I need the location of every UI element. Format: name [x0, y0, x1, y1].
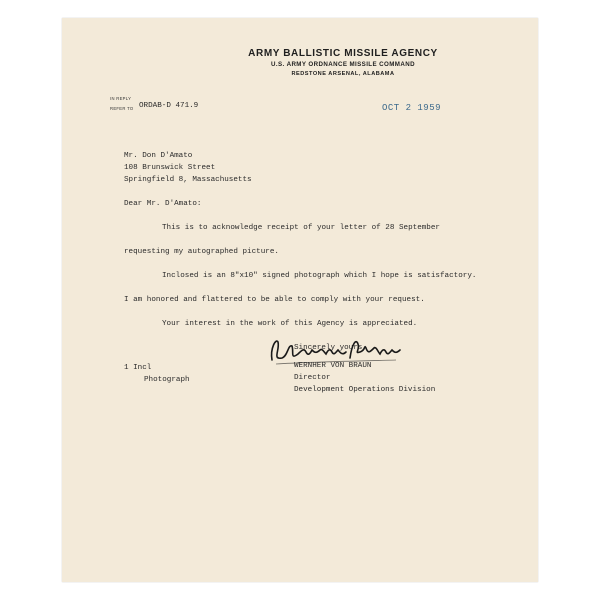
- letter-sheet: [62, 18, 538, 582]
- letterhead-agency: ARMY BALLISTIC MISSILE AGENCY: [248, 48, 438, 59]
- recipient-city: Springfield 8, Massachusetts: [124, 176, 252, 184]
- signer-division: Development Operations Division: [294, 386, 436, 394]
- reference-code: ORDAB-D 471.9: [139, 102, 199, 110]
- body-paragraph-2: Inclosed is an 8"x10" signed photograph which I hope is satisfactory.: [162, 272, 477, 280]
- recipient-name: Mr. Don D'Amato: [124, 152, 193, 160]
- refer-to-label: REFER TO: [110, 106, 134, 111]
- letter-date: OCT 2 1959: [382, 103, 442, 113]
- signer-title: Director: [294, 374, 331, 382]
- in-reply-label: IN REPLY: [110, 96, 132, 101]
- recipient-street: 108 Brunswick Street: [124, 164, 216, 172]
- enclosure-count: 1 Incl: [124, 364, 152, 372]
- closing: Sincerely yours,: [294, 344, 367, 352]
- body-paragraph-1-line-2: requesting my autographed picture.: [124, 248, 279, 256]
- salutation: Dear Mr. D'Amato:: [124, 200, 202, 208]
- signer-name: WERNHER VON BRAUN: [294, 362, 372, 370]
- body-paragraph-4: Your interest in the work of this Agency is appreciated.: [162, 320, 418, 328]
- letterhead-command: U.S. ARMY ORDNANCE MISSILE COMMAND: [271, 61, 415, 68]
- letterhead-location: REDSTONE ARSENAL, ALABAMA: [291, 71, 395, 77]
- body-paragraph-3: I am honored and flattered to be able to comply with your request.: [124, 296, 425, 304]
- enclosure-item: Photograph: [144, 376, 190, 384]
- body-paragraph-1-line-1: This is to acknowledge receipt of your letter of 28 September: [162, 224, 440, 232]
